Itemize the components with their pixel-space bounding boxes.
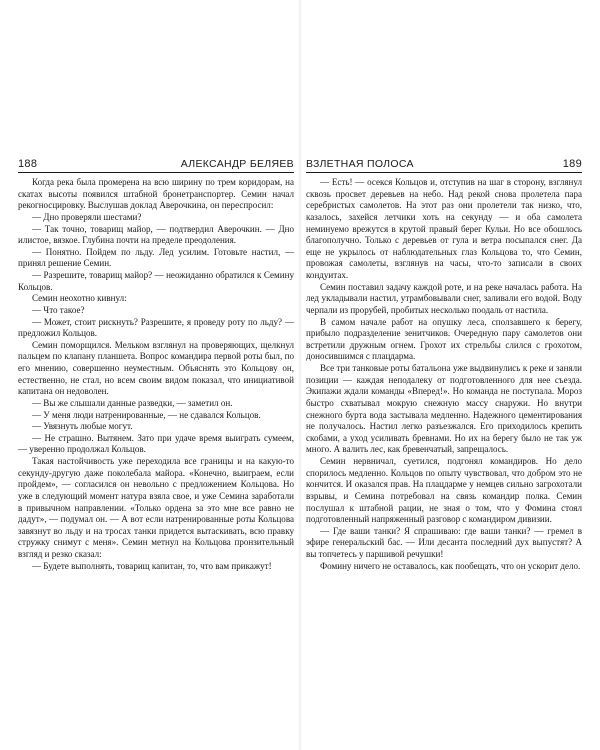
paragraph: — Будете выполнять, товарищ капитан, то, что вам прикажут! [32, 560, 272, 571]
paragraph: — Не страшно. Вытянем. Зато при удаче время выиграть сумеем, — уверенно продолжал Кольцов. [18, 432, 294, 455]
paragraph: Семин поставил задачу каждой роте, и на реке началась работа. На лед укладывали настил, утрамбовывали снег, заливали его водой. Воду черпали из прорубей, пробитых несколько поодаль от настила. [306, 281, 582, 315]
paragraph: Семин неохотно кивнул: [32, 293, 127, 304]
paragraph: Когда река была промерена на всю ширину по трем коридорам, на скатах высоты появился штабной бронетранспортер. Семин начал рекогносцировку. Выслушав доклад Аверочкина, он переспросил: [18, 177, 294, 211]
left-page [18, 156, 294, 572]
paragraph: Семин поморщился. Мельком взглянул на проверяющих, щелкнул пальцем по клапану планшета. Вопрос командира первой роты был, по его мнению, совершенно неуместным. Объяснять это Кольцову он, естественно, не стал, но всем своим видом показал, что инициативой капитана он недоволен. [18, 339, 294, 397]
left-page-text [18, 177, 294, 572]
right-running-head [306, 156, 582, 173]
left-page-number: 188 [18, 158, 38, 170]
paragraph: Все три танковые роты батальона уже выдвинулись к реке и заняли позиции — каждая неподалеку от подготовленного для нее съезда. Экипажи ждали команды «Вперед!». Но команда не поступала. Мороз быстро схватывал мокрую снежную массу снаружи. Но внутри снежного бурта вода застывала медленно. Надежного цементирования не получалось. Настил легко разъезжался. Его приходилось крепить скобами, а уход усиливать бревнами. Но их на берегу было не так уж много. А валить лес, как бревенчатый, запрещалось. [306, 363, 582, 455]
paragraph: — Что такое? [32, 304, 85, 315]
right-running-title: ВЗЛЕТНАЯ ПОЛОСА [306, 158, 414, 170]
left-running-title: АЛЕКСАНДР БЕЛЯЕВ [180, 158, 294, 170]
paragraph: — Вы же слышали данные разведки, — заметил он. [32, 397, 233, 408]
paragraph: — Так точно, товарищ майор, — подтвердил Аверочкин. — Дно илистое, вязкое. Глубина почти на пределе преодоления. [18, 223, 294, 246]
paragraph: — Увязнуть любые могут. [32, 421, 133, 432]
paragraph: — Где ваши танки? Я спрашиваю: где ваши танки? — гремел в эфире генеральский бас. — Или десанта последний дух выпустят? А вы топчетесь у паршивой речушки! [306, 525, 582, 559]
left-running-head [18, 156, 294, 173]
book-gutter [298, 0, 302, 750]
right-page-text [306, 177, 582, 572]
paragraph: — Дно проверяли шестами? [32, 211, 142, 222]
right-page [306, 156, 582, 572]
paragraph: — Есть! — осекся Кольцов и, отступив на шаг в сторону, взглянул сквозь просвет деревьев на небо. Над рекой снова пролетела пара серебристых самолетов. На этот раз они пролетели так низко, что, казалось, захейся летчики хоть на секунду — и оба самолета неминуемо врежутся в крутой правый берег Кульи. Но все обошлось благополучно. Только с деревьев от гула и ветра посыпался снег. Да еще не укрылось от наблюдательных глаз Кольцова то, что Семин, провожая самолеты, взглянув на часы, что-то записали в своих кондуитах. [306, 177, 582, 280]
paragraph: — Разрешите, товарищ майор? — неожиданно обратился к Семину Кольцов. [18, 270, 294, 292]
paragraph: В самом начале работ на опушку леса, сползавшего к берегу, прибыло подразделение зенитчиков. Очередную пару самолетов они встретили дружным огнем. Грохот их стрельбы слился с грохотом, доносившимся с плацдарма. [306, 316, 582, 362]
right-page-number: 189 [562, 158, 582, 170]
paragraph: — У меня люди натренированные, — не сдавался Кольцов. [32, 409, 261, 420]
paragraph: — Может, стоит рискнуть? Разрешите, я проведу роту по льду? — предложил Кольцов. [18, 316, 294, 339]
paragraph: Такая настойчивость уже переходила все границы и на какую-то секунду-другую даже поколебала майора. «Конечно, выиграем, если пройдем», — согласился он невольно с предложением Кольцова. Но уже в следующий момент натура взяла свое, и уже Семина заработали в привычном направлении. «Только ордена за это мне все равно не дадут», — подумал он. — А вот если натренированные роты Кольцова завязнут во льду и на тросах танки придется вытаскивать, всю правку стружку снимут с меня». Семин метнул на Кольцова пронзительный взгляд и резко сказал: [18, 456, 294, 559]
paragraph: Семин нервничал, суетился, подгонял командиров. Но дело спорилось медленно. Кольцов по опыту чувствовал, что добром это не кончится. И оказался прав. На плацдарме у немцев сильно загрохотали взрывы, и Семина потребовал на связь командир полка. Семин послушал к штабной рации, не зная о том, что у Фомина стоял подготовленный напряженный разговор с командиром дивизии. [306, 456, 582, 525]
paragraph: Фомину ничего не оставалось, как пообещать, что он ускорит дело. [320, 560, 581, 571]
paragraph: — Понятно. Пойдем по льду. Лед усилим. Готовьте настил, — принял решение Семин. [18, 246, 294, 269]
